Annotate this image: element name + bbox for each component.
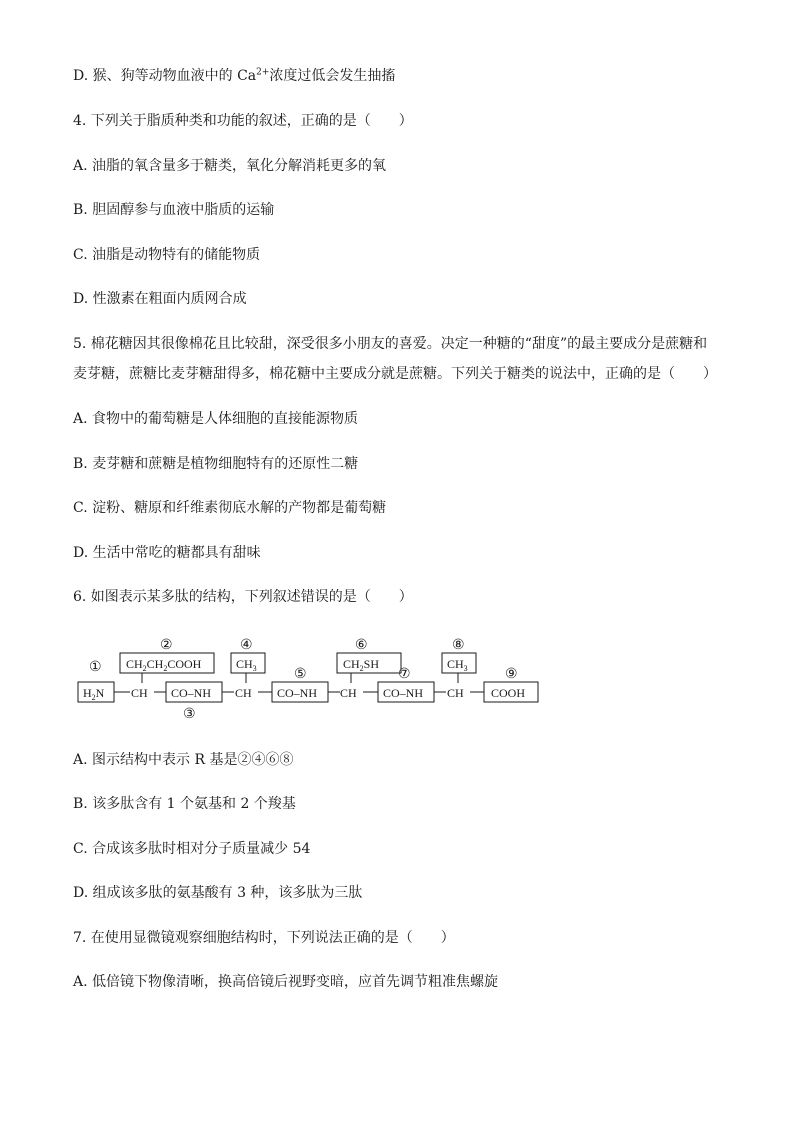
peptide-bond-7: CO–NH: [383, 686, 424, 700]
polypeptide-structure-diagram: [70, 632, 550, 724]
carboxyl-group: COOH: [491, 686, 526, 700]
option-5b: B. 麦芽糖和蔗糖是植物细胞特有的还原性二糖: [73, 456, 359, 472]
alpha-carbon-2: CH: [235, 686, 252, 700]
r-group-2: $CH_2CH_2COOH$: [126, 657, 202, 673]
label-5: ⑤: [294, 667, 307, 682]
question-4-stem: 4. 下列关于脂质种类和功能的叙述，正确的是（ ）: [73, 113, 413, 129]
question-5-stem-line2: 麦芽糖，蔗糖比麦芽糖甜得多，棉花糖中主要成分就是蔗糖。下列关于糖类的说法中，正确的是（ ）: [73, 366, 717, 382]
option-5c: C. 淀粉、糖原和纤维素彻底水解的产物都是葡萄糖: [73, 500, 387, 516]
label-7: ⑦: [398, 667, 411, 682]
option-6a: A. 图示结构中表示 R 基是②④⑥⑧: [73, 752, 294, 768]
option-3d: [73, 66, 395, 86]
label-1: ①: [89, 660, 102, 675]
peptide-bond-5: CO–NH: [277, 686, 318, 700]
amino-group: $H_2N$: [83, 686, 105, 702]
question-7-stem: 7. 在使用显微镜观察细胞结构时，下列说法正确的是（ ）: [73, 930, 455, 946]
option-5a: A. 食物中的葡萄糖是人体细胞的直接能源物质: [73, 411, 359, 427]
r-group-8: $CH_3$: [447, 657, 468, 673]
label-9: ⑨: [505, 667, 518, 682]
option-3d-text: D. 猴、狗等动物血液中的 Ca: [73, 68, 257, 84]
label-8: ⑧: [452, 638, 465, 653]
option-6b: B. 该多肽含有 1 个氨基和 2 个羧基: [73, 796, 296, 812]
option-4c: C. 油脂是动物特有的储能物质: [73, 247, 261, 263]
label-3: ③: [183, 707, 196, 722]
label-6: ⑥: [355, 638, 368, 653]
option-4a: A. 油脂的氧含量多于糖类，氧化分解消耗更多的氧: [73, 158, 387, 174]
option-4d: D. 性激素在粗面内质网合成: [73, 291, 247, 307]
r-group-6: $CH_2SH$: [343, 657, 380, 673]
superscript-charge: 2+: [256, 67, 270, 78]
peptide-bond-3: CO–NH: [171, 686, 212, 700]
option-3d-text-end: 浓度过低会发生抽搐: [269, 68, 396, 84]
option-6d: D. 组成该多肽的氨基酸有 3 种，该多肽为三肽: [73, 885, 363, 901]
option-4b: B. 胆固醇参与血液中脂质的运输: [73, 202, 275, 218]
option-6c: C. 合成该多肽时相对分子质量减少 54: [73, 841, 311, 857]
option-7a: A. 低倍镜下物像清晰，换高倍镜后视野变暗，应首先调节粗准焦螺旋: [73, 974, 499, 990]
question-5-stem-line1: 5. 棉花糖因其很像棉花且比较甜，深受很多小朋友的喜爱。决定一种糖的“甜度”的最主要成分是蔗糖和: [73, 336, 708, 352]
alpha-carbon-3: CH: [340, 686, 357, 700]
option-5d: D. 生活中常吃的糖都具有甜味: [73, 545, 261, 561]
r-group-4: $CH_3$: [236, 657, 257, 673]
label-4: ④: [240, 638, 253, 653]
label-2: ②: [160, 638, 173, 653]
alpha-carbon-4: CH: [447, 686, 464, 700]
question-6-stem: 6. 如图表示某多肽的结构，下列叙述错误的是（ ）: [73, 589, 413, 605]
alpha-carbon-1: CH: [131, 686, 148, 700]
